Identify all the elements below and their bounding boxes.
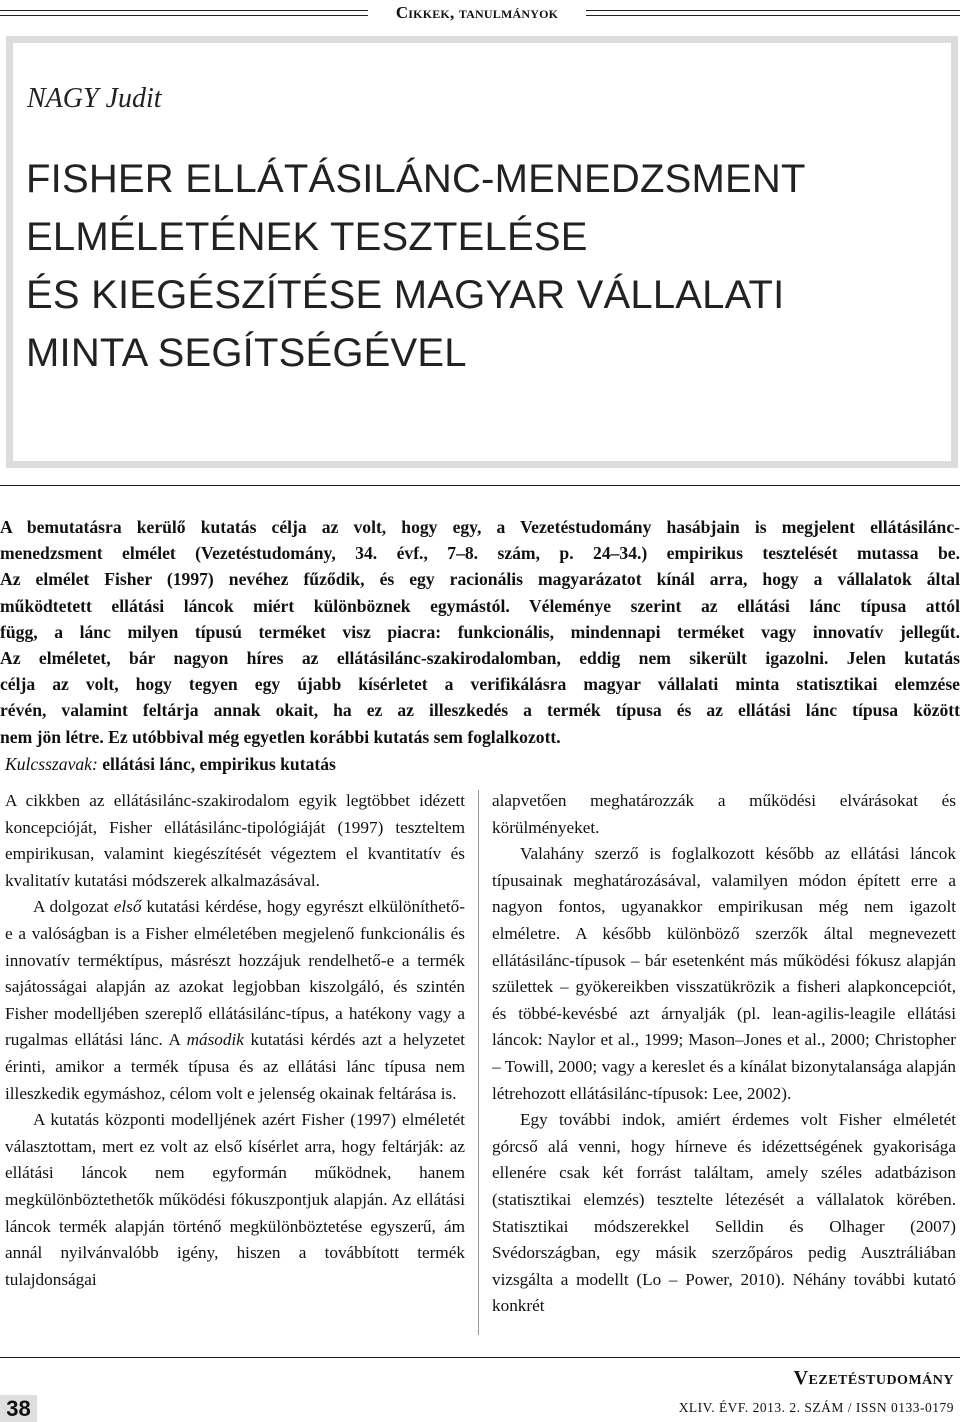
abstract-divider: [0, 485, 960, 486]
header-rule-right: [586, 10, 960, 16]
author-name: NAGY Judit: [27, 83, 162, 114]
column-divider: [478, 790, 479, 1335]
paragraph: Valahány szerző is foglalkozott később az ellátási láncok típusainak meghatározásával, valamilyen módon épített erre a nagyon fontos, ugyanakkor empirikusan még nem igazolt elméletre. A később különböző szerzők által megnevezett ellátásilánc-típusok – bár esetenként más működési fókusz alapján születtek – gyökereikben visszatükrözik a fisheri alapkoncepciót, és többé-kevésbé azt árnyalják (pl. lean-agilis-leagile ellátási láncok: Naylor et al., 1999; Mason–Jones et al., 2000; Christopher – Towill, 2000; vagy a kereslet és a kínálat bizonytalansága alapján létrehozott ellátásilánc-típusok: Lee, 2002).: [492, 844, 956, 1103]
body-column-left: [5, 788, 465, 1293]
abstract-line: révén, valamint feltárja annak okait, ha ez az illeszkedés a termék típusa és az ellátási lánc típusa között: [0, 700, 960, 721]
keywords-label: Kulcsszavak:: [5, 754, 98, 774]
abstract-line: Az elméletet, bár nagyon híres az ellátásilánc-szakirodalomban, eddig nem sikerült igazolni. Jelen kutatás: [0, 648, 960, 669]
paragraph: Egy további indok, amiért érdemes volt Fisher elméletét górcső alá venni, hogy hírneve és idézettségének gyakorisága ellenére csak két forrást találtam, amely széles adatbázison (statisztikai elemzés) tesztelte létezését a vállalatok körében. Statisztikai módszerekkel Selldin és Olhager (2007) Svédországban, egy másik szerzőpáros pedig Ausztráliában vizsgálta a modellt (Lo – Power, 2010). Néhány további kutató konkrét: [492, 1110, 956, 1316]
page-number: 38: [0, 1395, 37, 1422]
paragraph: alapvetően meghatározzák a működési elvárásokat és körülményeket.: [492, 791, 956, 837]
title-line: ÉS KIEGÉSZÍTÉSE MAGYAR VÁLLALATI: [26, 273, 785, 317]
abstract: [0, 514, 960, 750]
abstract-line: A bemutatásra kerülő kutatás célja az volt, hogy egy, a Vezetéstudomány hasábjain is megjelent ellátásilánc-: [0, 517, 960, 537]
keywords-values: ellátási lánc, empirikus kutatás: [102, 754, 336, 774]
paragraph: [5, 894, 465, 1107]
abstract-line: Az elmélet Fisher (1997) nevéhez fűződik, és egy racionális magyarázatot kínál arra, hogy a vállalatok által: [0, 569, 960, 590]
issue-info: XLIV. ÉVF. 2013. 2. SZÁM / ISSN 0133-0179: [678, 1400, 954, 1415]
header-rule-left: [0, 10, 368, 16]
running-header: [0, 3, 960, 23]
title-line: FISHER ELLÁTÁSILÁNC-MENEDZSMENT: [26, 157, 806, 201]
paragraph: A kutatás központi modelljének azért Fisher (1997) elméletét választottam, mert ez volt az első kísérlet arra, hogy feltárják: az ellátási láncok nem egyformán működnek, hanem megkülönböztethetők működési fókuszpontjuk alapján. Az ellátási láncok termék alapján történő megkülönböztetése egyszerű, ám annál nyilvánvalóbb igény, hiszen a továbbított termék tulajdonságai: [5, 1110, 465, 1289]
abstract-line: működtetett ellátási láncok miért különböznek egymástól. Véleménye szerint az ellátási lánc típusa attól: [0, 595, 960, 616]
body-column-right: [492, 788, 956, 1320]
keywords: [5, 752, 336, 776]
title-line: ELMÉLETÉNEK TESZTELÉSE: [26, 215, 588, 259]
abstract-line: nem jön létre. Ez utóbbival még egyetlen korábbi kutatás sem foglalkozott.: [0, 726, 561, 747]
journal-name: Vezetéstudomány: [793, 1367, 954, 1389]
text-run: A dolgozat: [33, 897, 114, 917]
article-title: [26, 150, 806, 382]
abstract-line: menedzsment elmélet (Vezetéstudomány, 34. évf., 7–8. szám, p. 24–34.) empirikus tesztelését mutassa be.: [0, 543, 960, 564]
section-title: Cikkek, tanulmányok: [395, 3, 559, 22]
text-run: kutatási kérdés azt a helyzetet érinti, amikor a termék típusa és az ellátási lánc típusa nem illeszkedik egymáshoz, célom volt e jelenség okainak feltárása is.: [5, 1030, 465, 1103]
emphasis: második: [186, 1030, 244, 1050]
text-run: kutatási kérdése, hogy egyrészt elkülöníthető-e a valóságban is a Fisher elméletében megjelenő funkcionális és innovatív terméktípus, másrészt hozzájuk rendelhető-e a termék sajátosságai alapján az azokat legjobban kiszolgáló, és szintén Fisher modelljében szereplő ellátásilánc-típus, a hatékony vagy a rugalmas ellátási lánc. A: [5, 897, 465, 1050]
emphasis: első: [113, 897, 142, 917]
abstract-line: célja az volt, hogy tegyen egy újabb kísérletet a verifikálásra magyar vállalati minta statisztikai elemzése: [0, 674, 960, 695]
abstract-line: függ, a lánc milyen típusú terméket visz piacra: funkcionális, mindennapi terméket vagy innovatív jellegűt.: [0, 621, 960, 642]
paragraph: A cikkben az ellátásilánc-szakirodalom egyik legtöbbet idézett koncepcióját, Fisher ellátásilánc-tipológiáját (1997) teszteltem empirikusan, valamint kiegészítését végeztem el kvantitatív és kvalitatív kutatási módszerek alkalmazásával.: [5, 791, 465, 890]
title-line: MINTA SEGÍTSÉGÉVEL: [26, 331, 467, 375]
footer-rule: [0, 1357, 960, 1358]
